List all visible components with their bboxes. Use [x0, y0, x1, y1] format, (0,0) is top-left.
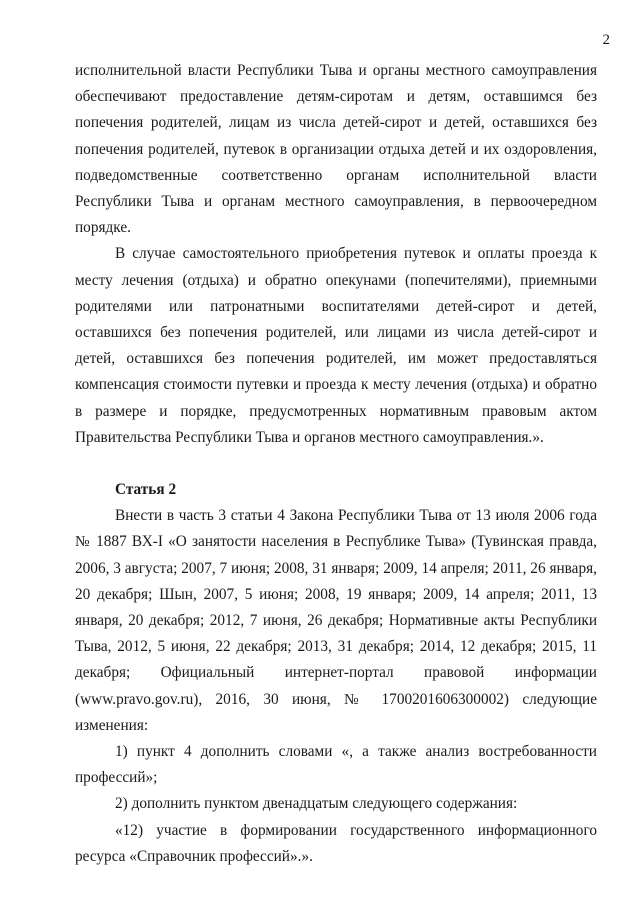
paragraph-continuation: исполнительной власти Республики Тыва и органы местного самоуправления обеспечивают предоставление детям-сиротам и детям, оставшимся без попечения родителей, лицам из числа детей-сирот и детей, оставшихся без попечения родителей, путевок в организации отдыха детей и их оздоровления, подведомственные соответственно органам исполнительной власти Республики Тыва и органам местного самоуправления, в первоочередном порядке.	[75, 62, 597, 237]
article-body: Внести в часть 3 статьи 4 Закона Республики Тыва от 13 июля 2006 года № 1887 ВХ-I «О занятости населения в Республике Тыва» (Тувинская правда, 2006, 3 августа; 2007, 7 июня; 2008, 31 января; 2009, 14 апреля; 2011, 26 января, 20 декабря; Шын, 2007, 5 июня; 2008, 19 января; 2009, 14 апреля; 2011, 13 января, 20 декабря; 2012, 7 июня, 26 декабря; Нормативные акты Республики Тыва, 2012, 5 июня, 22 декабря; 2013, 31 декабря; 2014, 12 декабря; 2015, 11 декабря; Официальный интернет-портал правовой информации (www.pravo.gov.ru), 2016, 30 июня, № 1700201606300002) следующие изменения:	[75, 507, 597, 734]
document-body	[75, 58, 597, 870]
list-item-2: 2) дополнить пунктом двенадцатым следующего содержания:	[115, 795, 518, 813]
paragraph-compensation: В случае самостоятельного приобретения путевок и оплаты проезда к месту лечения (отдыха) и обратно опекунами (попечителями), приемными родителями или патронатными воспитателями детей-сирот и детей, оставшихся без попечения родителей, или лицами из числа детей-сирот и детей, оставшихся без попечения родителей, им может предоставляться компенсация стоимости путевки и проезда к месту лечения (отдыха) и обратно в размере и порядке, предусмотренных нормативным правовым актом Правительства Республики Тыва и органов местного самоуправления.».	[75, 245, 597, 446]
list-item-3: «12) участие в формировании государственного информационного ресурса «Справочник профессий».».	[75, 821, 597, 865]
list-item-1: 1) пункт 4 дополнить словами «, а также анализ востребованности профессий»;	[75, 743, 597, 787]
page-number: 2	[602, 32, 610, 48]
article-heading: Статья 2	[115, 481, 177, 499]
section-spacer	[75, 451, 597, 477]
